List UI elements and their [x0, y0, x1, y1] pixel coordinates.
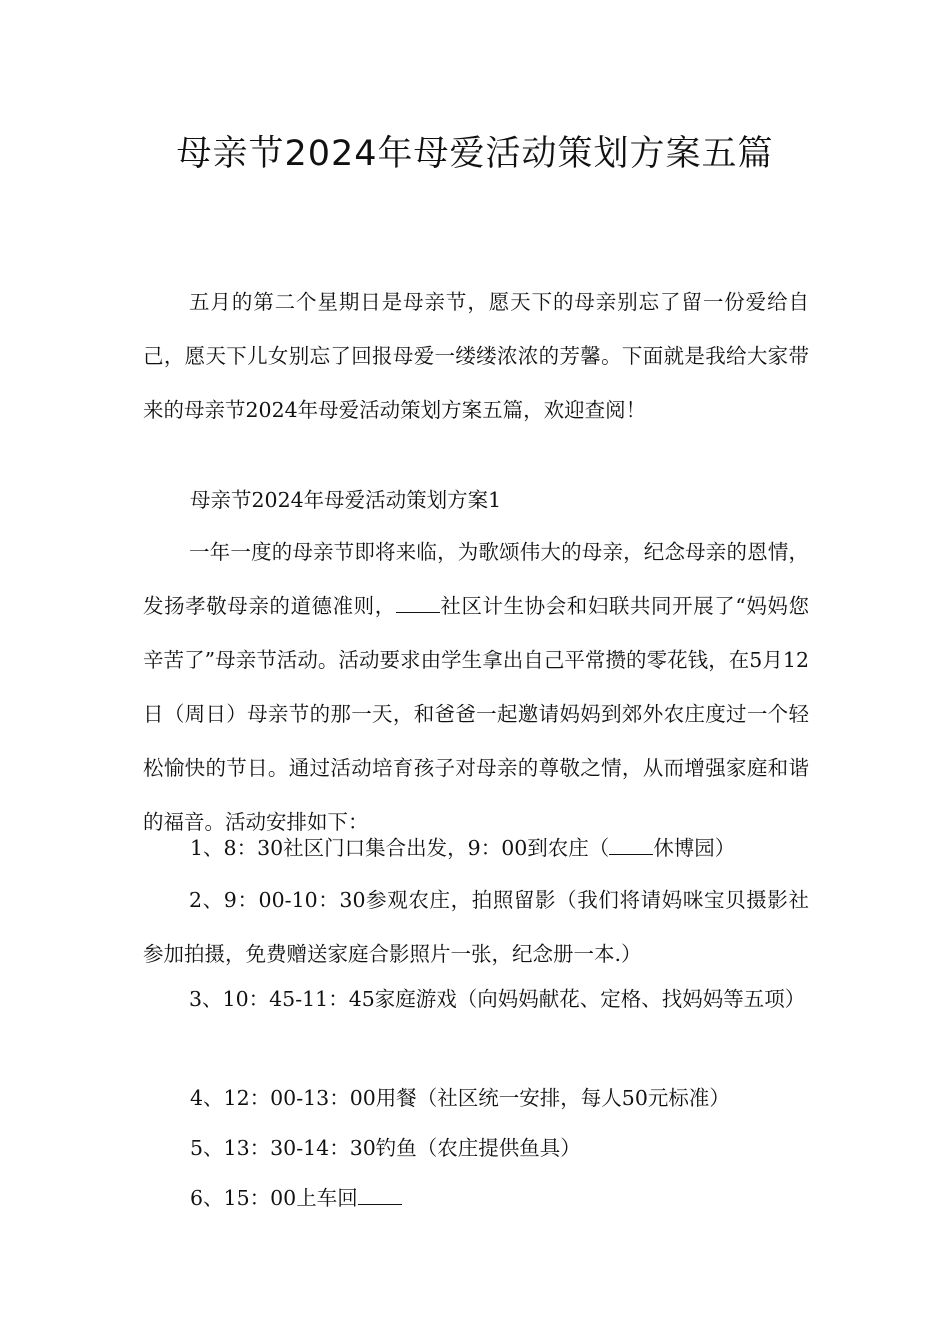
schedule-item-3: 3、10：45-11：45家庭游戏（向妈妈献花、定格、找妈妈等五项）: [189, 987, 806, 1011]
schedule-item-6-text: 6、15：00上车回: [190, 1186, 358, 1210]
section-body-paragraph: [143, 525, 809, 849]
schedule-item-6: [190, 1171, 402, 1225]
section-body-part-a: 一年一度的母亲节即将来临，为歌颂伟大的母亲，纪念母亲的恩情，发扬孝敬母亲的道德准则，: [143, 540, 809, 618]
intro-paragraph: 五月的第二个星期日是母亲节，愿天下的母亲别忘了留一份爱给自己，愿天下儿女别忘了回报母爱一缕缕浓浓的芳馨。下面就是我给大家带来的母亲节2024年母爱活动策划方案五篇，欢迎查阅！: [143, 290, 809, 422]
fill-blank: [396, 594, 440, 613]
document-title: 母亲节2024年母爱活动策划方案五篇: [176, 134, 774, 174]
fill-blank: [358, 1186, 402, 1205]
section-body-part-b: 社区计生协会和妇联共同开展了“妈妈您辛苦了”母亲节活动。活动要求由学生拿出自己平常攒的零花钱，在5月12日（周日）母亲节的那一天，和爸爸一起邀请妈妈到郊外农庄度过一个轻松愉快的节日。通过活动培育孩子对母亲的尊敬之情，从而增强家庭和谐的福音。活动安排如下：: [143, 594, 810, 834]
schedule-item-1-part-b: 休博园）: [653, 836, 736, 860]
schedule-item-1-part-a: 1、8：30社区门口集合出发，9：00到农庄（: [190, 836, 610, 860]
section-heading: 母亲节2024年母爱活动策划方案1: [190, 488, 502, 512]
fill-blank: [609, 836, 653, 855]
schedule-item-2: 2、9：00-10：30参观农庄，拍照留影（我们将请妈咪宝贝摄影社参加拍摄，免费赠送家庭合影照片一张，纪念册一本.）: [143, 888, 809, 966]
schedule-item-1: [190, 821, 735, 875]
schedule-item-4: 4、12：00-13：00用餐（社区统一安排，每人50元标准）: [190, 1086, 730, 1110]
schedule-item-5: 5、13：30-14：30钓鱼（农庄提供鱼具）: [190, 1136, 581, 1160]
